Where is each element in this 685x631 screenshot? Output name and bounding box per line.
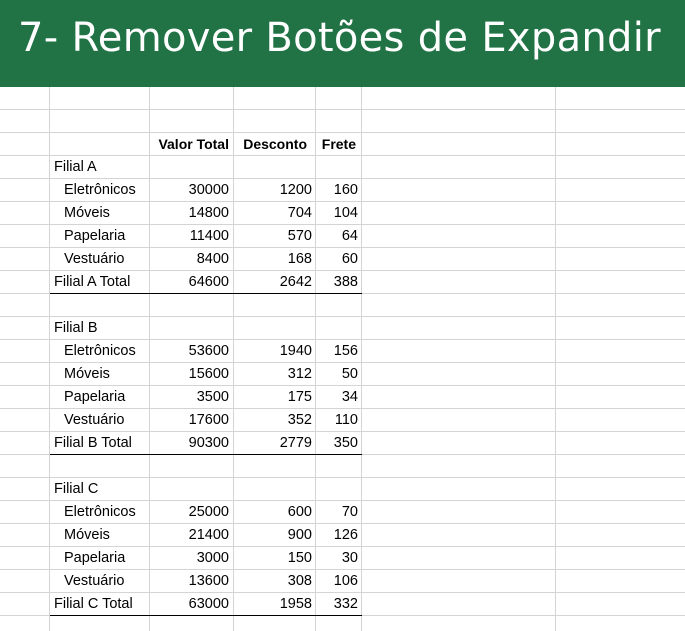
- row-valor[interactable]: 3000: [196, 550, 229, 566]
- row-item[interactable]: Vestuário: [64, 412, 125, 428]
- group-label-filial-a[interactable]: Filial A: [54, 159, 97, 175]
- total-valor[interactable]: 63000: [188, 596, 229, 612]
- row-desconto[interactable]: 352: [287, 412, 312, 428]
- row-frete[interactable]: 110: [334, 412, 358, 428]
- row-frete[interactable]: 64: [341, 228, 358, 244]
- row-desconto[interactable]: 308: [287, 573, 312, 589]
- header-frete[interactable]: Frete: [321, 136, 356, 152]
- row-desconto[interactable]: 168: [287, 251, 312, 267]
- row-item[interactable]: Móveis: [64, 366, 110, 382]
- total-frete[interactable]: 388: [333, 274, 358, 290]
- row-valor[interactable]: 53600: [188, 343, 229, 359]
- row-frete[interactable]: 160: [333, 182, 358, 198]
- total-label[interactable]: Filial A Total: [54, 274, 131, 290]
- row-frete[interactable]: 70: [341, 504, 358, 520]
- row-desconto[interactable]: 570: [287, 228, 312, 244]
- total-row-border: [50, 293, 362, 294]
- row-item[interactable]: Eletrônicos: [64, 343, 136, 359]
- row-valor[interactable]: 17600: [188, 412, 229, 428]
- total-row-border: [50, 615, 362, 616]
- row-frete[interactable]: 156: [333, 343, 358, 359]
- row-desconto[interactable]: 704: [287, 205, 312, 221]
- row-valor[interactable]: 14800: [188, 205, 229, 221]
- row-item[interactable]: Eletrônicos: [64, 182, 136, 198]
- total-desconto[interactable]: 1958: [279, 596, 312, 612]
- row-valor[interactable]: 8400: [196, 251, 229, 267]
- total-valor[interactable]: 64600: [188, 274, 229, 290]
- gridline: [555, 87, 556, 631]
- row-item[interactable]: Papelaria: [64, 228, 126, 244]
- total-label[interactable]: Filial B Total: [54, 435, 132, 451]
- row-valor[interactable]: 13600: [188, 573, 229, 589]
- row-frete[interactable]: 104: [333, 205, 358, 221]
- spreadsheet-grid[interactable]: [0, 87, 685, 631]
- total-frete[interactable]: 350: [333, 435, 358, 451]
- row-desconto[interactable]: 1200: [279, 182, 312, 198]
- banner-title: 7- Remover Botões de Expandir: [18, 15, 661, 61]
- row-desconto[interactable]: 150: [287, 550, 312, 566]
- row-valor[interactable]: 21400: [188, 527, 229, 543]
- header-valor-total[interactable]: Valor Total: [158, 136, 229, 152]
- row-valor[interactable]: 30000: [188, 182, 229, 198]
- row-desconto[interactable]: 900: [287, 527, 312, 543]
- group-label-filial-c[interactable]: Filial C: [54, 481, 99, 497]
- group-label-filial-b[interactable]: Filial B: [54, 320, 98, 336]
- row-item[interactable]: Móveis: [64, 527, 110, 543]
- row-item[interactable]: Vestuário: [64, 573, 125, 589]
- row-valor[interactable]: 25000: [188, 504, 229, 520]
- row-item[interactable]: Vestuário: [64, 251, 125, 267]
- row-desconto[interactable]: 1940: [279, 343, 312, 359]
- row-frete[interactable]: 30: [341, 550, 358, 566]
- pivot-table[interactable]: [50, 87, 362, 631]
- row-item[interactable]: Móveis: [64, 205, 110, 221]
- row-desconto[interactable]: 175: [287, 389, 312, 405]
- row-valor[interactable]: 3500: [196, 389, 229, 405]
- title-banner: [0, 0, 685, 87]
- header-desconto[interactable]: Desconto: [243, 136, 307, 152]
- row-desconto[interactable]: 600: [287, 504, 312, 520]
- total-frete[interactable]: 332: [333, 596, 358, 612]
- row-item[interactable]: Eletrônicos: [64, 504, 136, 520]
- row-frete[interactable]: 60: [341, 251, 358, 267]
- row-item[interactable]: Papelaria: [64, 389, 126, 405]
- row-valor[interactable]: 11400: [189, 228, 229, 244]
- row-item[interactable]: Papelaria: [64, 550, 126, 566]
- total-valor[interactable]: 90300: [188, 435, 229, 451]
- row-frete[interactable]: 126: [333, 527, 358, 543]
- total-desconto[interactable]: 2642: [279, 274, 312, 290]
- total-label[interactable]: Filial C Total: [54, 596, 133, 612]
- total-row-border: [50, 454, 362, 455]
- row-frete[interactable]: 50: [341, 366, 358, 382]
- row-frete[interactable]: 106: [333, 573, 358, 589]
- row-desconto[interactable]: 312: [287, 366, 312, 382]
- total-desconto[interactable]: 2779: [279, 435, 312, 451]
- row-frete[interactable]: 34: [341, 389, 358, 405]
- row-valor[interactable]: 15600: [188, 366, 229, 382]
